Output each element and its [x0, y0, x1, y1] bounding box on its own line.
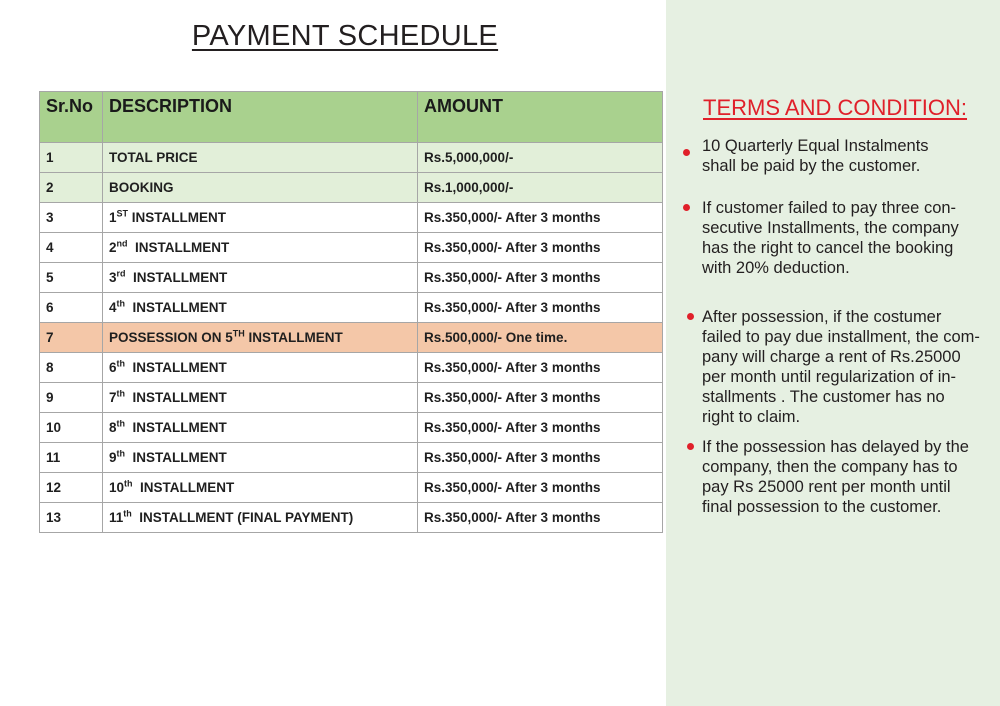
cell-srno: 7 — [40, 323, 103, 353]
desc-superscript: rd — [116, 268, 126, 279]
table-row — [40, 233, 663, 263]
desc-superscript: th — [116, 448, 126, 459]
table-row — [40, 383, 663, 413]
cell-description — [103, 293, 418, 323]
cell-srno: 1 — [40, 143, 103, 173]
table-row — [40, 293, 663, 323]
cell-srno: 5 — [40, 263, 103, 293]
desc-rest: INSTALLMENT — [125, 420, 227, 435]
header-amount: AMOUNT — [418, 92, 663, 143]
desc-rest: INSTALLMENT — [125, 270, 228, 285]
cell-amount: Rs.1,000,000/- — [418, 173, 663, 203]
cell-amount: Rs.350,000/- After 3 months — [418, 203, 663, 233]
cell-srno: 9 — [40, 383, 103, 413]
cell-amount: Rs.350,000/- After 3 months — [418, 293, 663, 323]
terms-title: TERMS AND CONDITION: — [703, 95, 968, 120]
term-item-1: 10 Quarterly Equal Instalments shall be paid by the customer. — [702, 137, 929, 175]
cell-amount: Rs.350,000/- After 3 months — [418, 383, 663, 413]
desc-text: 11 — [109, 510, 124, 525]
desc-rest: INSTALLMENT — [128, 210, 227, 225]
desc-text: 2 — [109, 240, 117, 255]
desc-rest: INSTALLMENT — [125, 390, 227, 405]
cell-description — [103, 503, 418, 533]
desc-rest: INSTALLMENT — [132, 480, 235, 495]
desc-rest: INSTALLMENT — [125, 450, 227, 465]
desc-rest: INSTALLMENT — [125, 300, 227, 315]
cell-amount: Rs.5,000,000/- — [418, 143, 663, 173]
cell-description — [103, 473, 418, 503]
table-row — [40, 503, 663, 533]
cell-srno: 4 — [40, 233, 103, 263]
cell-description — [103, 173, 418, 203]
term-item-4: If the possession has delayed by the company, then the company has to pay Rs 25000 rent per month until final possession to the customer. — [702, 438, 969, 516]
bullet-dot-icon — [683, 204, 690, 211]
desc-text: 3 — [109, 270, 117, 285]
cell-srno: 12 — [40, 473, 103, 503]
payment-schedule-table — [39, 91, 663, 533]
term-item-2: If customer failed to pay three con- secutive Installments, the company has the right to cancel the booking with 20% deduction. — [702, 199, 959, 277]
cell-description — [103, 443, 418, 473]
desc-superscript: th — [116, 298, 126, 309]
cell-amount: Rs.350,000/- After 3 months — [418, 443, 663, 473]
header-description: DESCRIPTION — [103, 92, 418, 143]
cell-description — [103, 323, 418, 353]
table-row — [40, 413, 663, 443]
table-row-possession — [40, 323, 663, 353]
table-row — [40, 353, 663, 383]
table-header-row — [40, 92, 663, 143]
page-title: PAYMENT SCHEDULE — [191, 20, 499, 52]
desc-superscript: th — [116, 358, 126, 369]
cell-srno: 2 — [40, 173, 103, 203]
desc-superscript: nd — [116, 238, 128, 249]
cell-srno: 10 — [40, 413, 103, 443]
desc-text: 4 — [109, 300, 117, 315]
table-row — [40, 143, 663, 173]
cell-srno: 11 — [40, 443, 103, 473]
desc-text: 8 — [109, 420, 117, 435]
cell-description — [103, 353, 418, 383]
desc-rest: INSTALLMENT (FINAL PAYMENT) — [131, 510, 354, 525]
cell-amount: Rs.350,000/- After 3 months — [418, 233, 663, 263]
cell-amount: Rs.350,000/- After 3 months — [418, 503, 663, 533]
desc-superscript: TH — [232, 328, 245, 339]
desc-rest: INSTALLMENT — [125, 360, 227, 375]
desc-rest: INSTALLMENT — [244, 330, 343, 345]
table-row — [40, 173, 663, 203]
bullet-dot-icon — [687, 313, 694, 320]
desc-text: POSSESSION ON 5 — [109, 330, 233, 345]
cell-srno: 3 — [40, 203, 103, 233]
desc-text: 9 — [109, 450, 117, 465]
desc-superscript: ST — [116, 208, 129, 219]
cell-amount: Rs.350,000/- After 3 months — [418, 353, 663, 383]
table-row — [40, 473, 663, 503]
cell-description — [103, 413, 418, 443]
cell-amount: Rs.350,000/- After 3 months — [418, 413, 663, 443]
desc-superscript: th — [116, 418, 126, 429]
cell-description — [103, 143, 418, 173]
header-srno: Sr.No — [40, 92, 103, 143]
desc-text: 6 — [109, 360, 117, 375]
desc-text: 1 — [109, 210, 117, 225]
cell-srno: 6 — [40, 293, 103, 323]
bullet-dot-icon — [683, 149, 690, 156]
cell-description — [103, 383, 418, 413]
desc-superscript: th — [116, 388, 126, 399]
table-row — [40, 263, 663, 293]
desc-text: BOOKING — [109, 180, 174, 195]
desc-superscript: th — [124, 478, 133, 489]
cell-amount: Rs.350,000/- After 3 months — [418, 473, 663, 503]
cell-amount: Rs.350,000/- After 3 months — [418, 263, 663, 293]
desc-superscript: th — [123, 508, 132, 519]
desc-rest: INSTALLMENT — [127, 240, 230, 255]
table-row — [40, 443, 663, 473]
table-row — [40, 203, 663, 233]
cell-description — [103, 263, 418, 293]
cell-srno: 8 — [40, 353, 103, 383]
term-item-3: After possession, if the costumer failed to pay due installment, the com- pany will charge a rent of Rs.25000 per month until regularization of in- stallments . The customer has no right to claim. — [702, 308, 980, 426]
cell-amount: Rs.500,000/- One time. — [418, 323, 663, 353]
cell-srno: 13 — [40, 503, 103, 533]
bullet-dot-icon — [687, 443, 694, 450]
desc-text: TOTAL PRICE — [109, 150, 198, 165]
desc-text: 10 — [109, 480, 125, 495]
cell-description — [103, 233, 418, 263]
desc-text: 7 — [109, 390, 117, 405]
cell-description — [103, 203, 418, 233]
